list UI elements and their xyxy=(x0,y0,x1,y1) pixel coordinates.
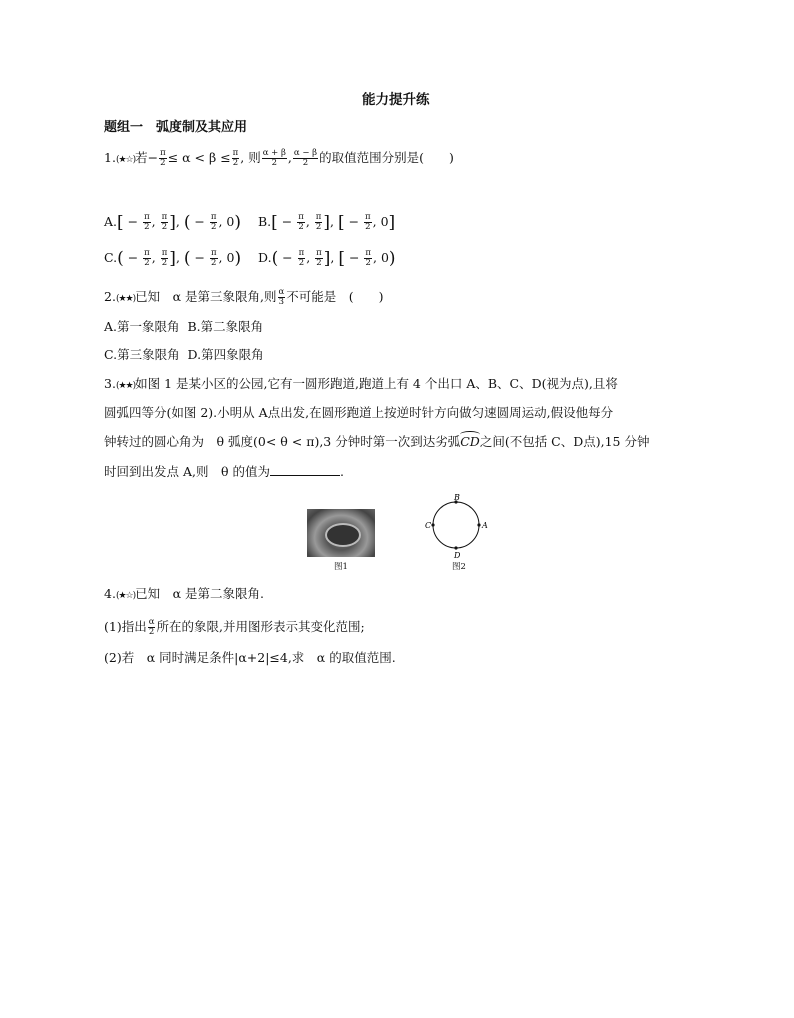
running-track-circle xyxy=(433,502,479,548)
q1-option-b: B.[ − $\frac{\pi}{2}$ , $\frac{\pi}{2}$ ], [ − $\frac{\pi}{2}$ , 0] xyxy=(258,212,396,233)
question-3-line-4: 时回到出发点 A,则 θ 的值为 . xyxy=(104,464,344,479)
question-4-part-1: (1)指出 $\frac{\alpha}{2}$ 所在的象限,并用图形表示其变化范围; xyxy=(104,617,365,637)
park-photo xyxy=(307,509,375,557)
difficulty-stars: (★☆) xyxy=(115,155,136,165)
question-number: 4. xyxy=(104,586,116,601)
figure-2-caption: 图2 xyxy=(452,562,466,572)
answer-blank xyxy=(270,463,340,476)
question-3-line-3: 钟转过的圆心角为 θ 弧度(0< θ < π),3 分钟时第一次到达劣弧CD之间(不包括 C、D点),15 分钟 xyxy=(104,434,650,449)
fraction: $\frac{\pi}{2}$ xyxy=(232,148,239,168)
q2-option-b: B.第二象限角 xyxy=(187,319,264,334)
label-b: B xyxy=(454,493,460,502)
question-2-stem: 2.(★★)已知 α 是第三象限角,则 $\frac{\alpha}{3}$ 不可能是 ( ) xyxy=(104,287,384,307)
point-d xyxy=(454,546,457,549)
fraction: $\frac{\pi}{2}$ xyxy=(160,148,166,168)
fraction: $\frac{\alpha}{3}$ xyxy=(278,287,285,307)
minor-arc-cd: CD xyxy=(460,434,480,449)
fraction: $\frac{\alpha + \beta}{2}$ xyxy=(262,148,286,168)
question-1-stem: 1.(★☆)若− $\frac{\pi}{2}$ ≤ α < β ≤ $\frac{\pi}{2}$ , 则 $\frac{\alpha + \beta}{2}$ , $\frac{\alpha - \beta}{2}$ 的取值范围分别是( ) xyxy=(104,148,454,168)
label-c: C xyxy=(425,521,432,530)
point-c xyxy=(431,523,434,526)
section-heading: 题组一 弧度制及其应用 xyxy=(104,120,248,135)
fraction: $\frac{\alpha}{2}$ xyxy=(148,617,155,637)
q1-option-a: A.[ − $\frac{\pi}{2}$ , $\frac{\pi}{2}$ ], ( − $\frac{\pi}{2}$ , 0) xyxy=(104,212,242,233)
page-title: 能力提升练 xyxy=(362,92,430,108)
question-3-line-1: 3.(★★)如图 1 是某小区的公园,它有一圆形跑道,跑道上有 4 个出口 A、B、C、D(视为点),且将 xyxy=(104,376,618,391)
question-3-line-2: 圆弧四等分(如图 2).小明从 A点出发,在圆形跑道上按逆时针方向做匀速圆周运动,假设他每分 xyxy=(104,405,614,420)
difficulty-stars: (★☆) xyxy=(115,591,136,601)
question-4-stem: 4.(★☆)已知 α 是第二象限角. xyxy=(104,586,264,601)
label-d: D xyxy=(454,551,461,560)
label-a: A xyxy=(482,521,488,530)
q1-option-c: C.( − $\frac{\pi}{2}$ , $\frac{\pi}{2}$ ], ( − $\frac{\pi}{2}$ , 0) xyxy=(104,248,242,269)
question-4-part-2: (2)若 α 同时满足条件|α+2|≤4,求 α 的取值范围. xyxy=(104,650,396,665)
figure-1-caption: 图1 xyxy=(334,562,348,572)
q1-option-d: D.( − $\frac{\pi}{2}$ , $\frac{\pi}{2}$ ], [ − $\frac{\pi}{2}$ , 0) xyxy=(258,248,396,269)
difficulty-stars: (★★) xyxy=(115,294,136,304)
q2-option-a: A.第一象限角 xyxy=(104,319,180,334)
q2-option-c: C.第三象限角 xyxy=(104,347,180,362)
q2-options-row-2 xyxy=(104,347,264,363)
q2-options-row-1 xyxy=(104,319,263,335)
point-a xyxy=(477,523,480,526)
question-number: 2. xyxy=(104,289,116,304)
fraction: $\frac{\alpha - \beta}{2}$ xyxy=(293,148,318,168)
question-number: 3. xyxy=(104,376,116,391)
q2-option-d: D.第四象限角 xyxy=(187,347,264,362)
question-number: 1. xyxy=(104,150,116,165)
circle-diagram xyxy=(420,492,492,562)
difficulty-stars: (★★) xyxy=(115,381,136,391)
